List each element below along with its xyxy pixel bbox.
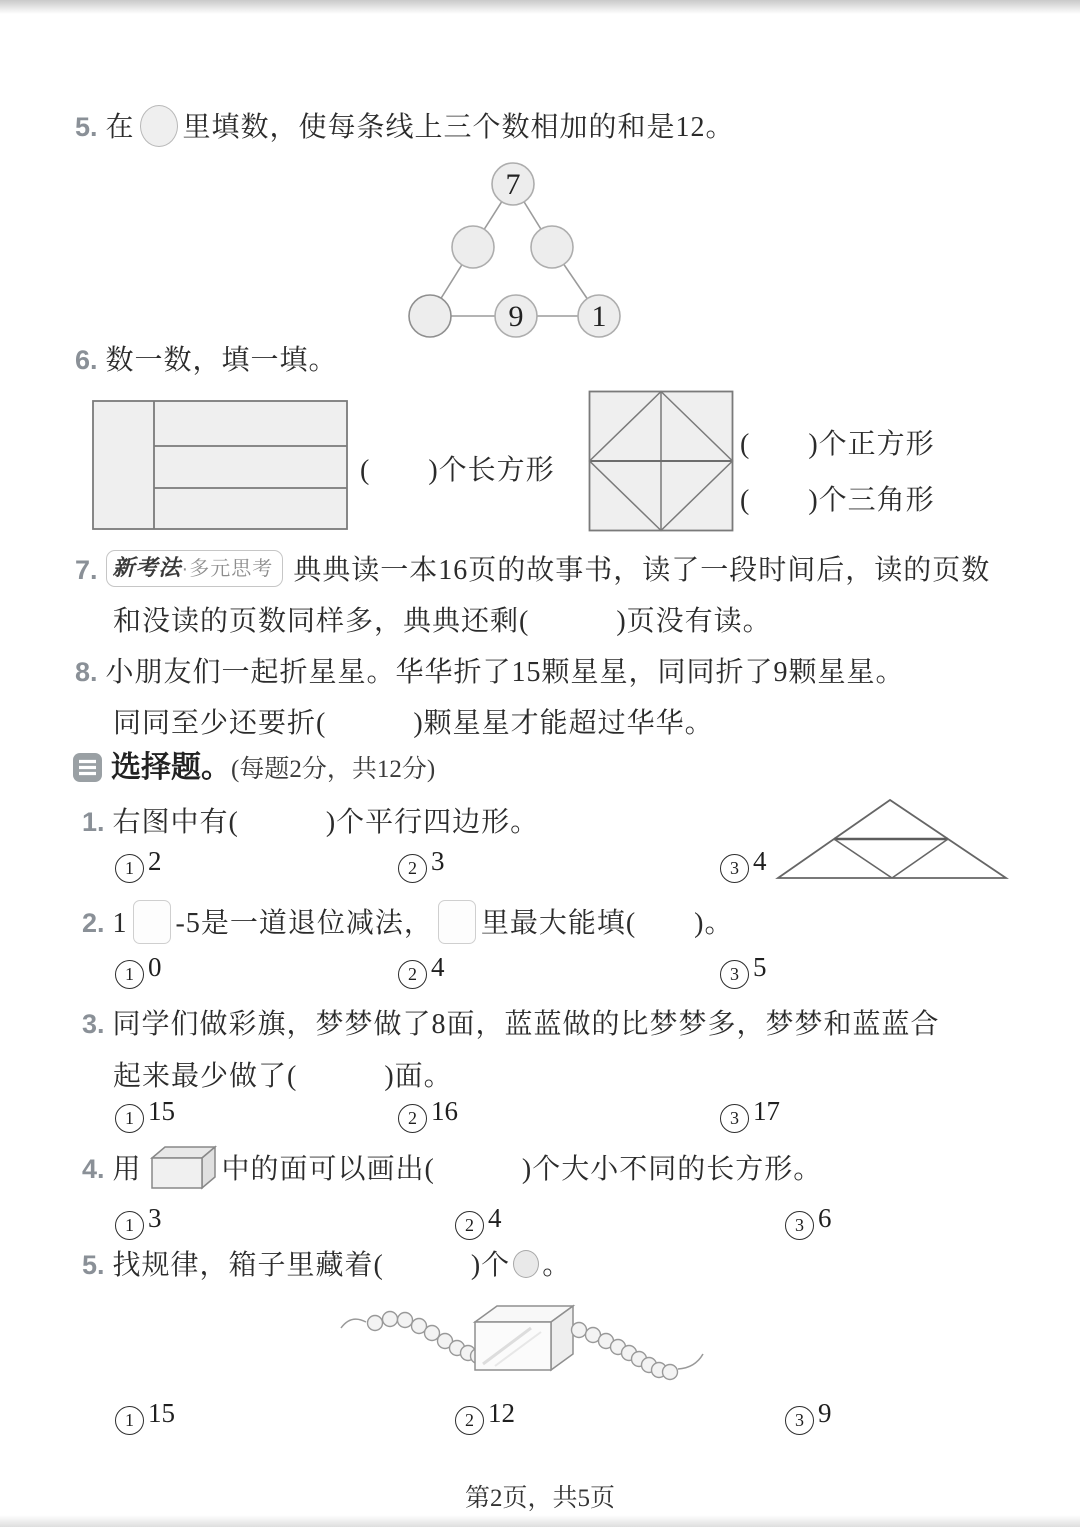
blank-square [133,900,171,944]
option-value: 3 [148,1203,162,1233]
choice-2-option-1 [115,952,162,989]
option-value: 5 [753,952,767,982]
question-6 [75,338,338,383]
choice-1-number: 1. [82,807,105,837]
square-count-label: ( )个正方形 [740,429,935,460]
question-8 [75,650,905,695]
choice-4 [82,1142,822,1192]
choice-4-option-3 [785,1203,832,1240]
scan-edge-top [0,0,1080,14]
circled-number: 1 [115,960,144,989]
question-5 [75,105,735,150]
q5-triangle-number-figure [388,156,668,361]
page-footer: 第2页，共5页 [464,1485,615,1512]
section-points: (每题2分，共12分) [231,756,436,783]
new-method-badge [106,550,284,587]
blank-square [438,900,476,944]
q6-rectangle-figure [92,400,348,530]
option-value: 4 [753,846,767,876]
question-8-line2: 同同至少还要折( )颗星星才能超过华华。 [113,708,714,739]
choice-2-post: 里最大能填( )。 [480,908,734,939]
question-7-line1: 典典读一本16页的故事书，读了一段时间后，读的页数 [293,555,991,586]
option-value: 17 [753,1096,780,1126]
circled-number: 2 [455,1211,484,1240]
circled-number: 2 [455,1406,484,1435]
option-value: 4 [488,1203,502,1233]
section-title: 选择题。 [111,751,231,784]
choice-3-option-2 [398,1096,458,1133]
question-8-number: 8. [75,657,98,687]
circled-number: 1 [115,1104,144,1133]
choice-3-number: 3. [82,1009,105,1039]
bead-icon [513,1250,539,1278]
option-value: 3 [431,846,445,876]
circle-value-bottom-mid: 9 [508,300,524,333]
choice-1-option-3 [720,846,767,883]
choice-1-text: 右图中有( )个平行四边形。 [112,807,540,838]
choice-5-option-2 [455,1398,515,1435]
choice-4-option-2 [455,1203,502,1240]
choice-3-option-1 [115,1096,175,1133]
choice-5 [82,1243,571,1288]
choice-2-option-2 [398,952,445,989]
choice-1-option-2 [398,846,445,883]
circled-number: 3 [785,1406,814,1435]
badge-sub-text: ·多元思考 [181,558,274,580]
circled-number: 1 [115,854,144,883]
circled-number: 3 [720,854,749,883]
question-6-text: 数一数，填一填。 [105,345,338,376]
question-8-line1: 小朋友们一起折星星。华华折了15颗星星，同同折了9颗星星。 [105,657,905,688]
list-icon [72,752,103,783]
option-value: 12 [488,1398,515,1428]
choice-5-number: 5. [82,1250,105,1280]
choice-4-option-1 [115,1203,162,1240]
choice-3 [82,1002,940,1047]
choice-1 [82,800,539,845]
circle-value-bottom-right: 1 [591,300,607,333]
choice-4-number: 4. [82,1154,105,1184]
scan-edge-bottom [0,1515,1080,1527]
circled-number: 1 [115,1211,144,1240]
circled-number: 3 [785,1211,814,1240]
option-value: 2 [148,846,162,876]
choice-1-option-1 [115,846,162,883]
option-value: 15 [148,1398,175,1428]
choice-5-option-1 [115,1398,175,1435]
c1-triangle-figure [772,794,1012,886]
question-5-number: 5. [75,112,98,142]
question-7 [75,548,990,593]
q6-square-figure [588,390,734,532]
badge-main-text: 新考法 [112,555,182,580]
choice-2-option-3 [720,952,767,989]
choice-4-pre: 用 [112,1154,142,1185]
option-value: 4 [431,952,445,982]
circled-number: 2 [398,1104,427,1133]
choice-2-mid: -5是一道退位减法， [175,908,433,939]
question-5-text-pre: 在 [105,112,135,143]
choice-4-post: 中的面可以画出( )个大小不同的长方形。 [221,1154,823,1185]
blank-circle [140,105,178,147]
question-6-number: 6. [75,345,98,375]
option-value: 16 [431,1096,458,1126]
triangle-count-label: ( )个三角形 [740,485,935,516]
option-value: 15 [148,1096,175,1126]
choice-2 [82,900,734,946]
circled-number: 2 [398,960,427,989]
choice-5-option-3 [785,1398,832,1435]
circled-number: 3 [720,960,749,989]
circled-number: 2 [398,854,427,883]
option-value: 9 [818,1398,832,1428]
choice-section-header [72,746,435,792]
cuboid-icon [146,1142,218,1190]
choice-5-pre: 找规律，箱子里藏着( )个 [112,1250,511,1281]
option-value: 0 [148,952,162,982]
circle-value-top: 7 [505,168,521,201]
question-7-line2: 和没读的页数同样多，典典还剩( )页没有读。 [113,606,772,637]
choice-2-number: 2. [82,908,105,938]
choice-3-option-3 [720,1096,780,1133]
question-7-number: 7. [75,555,98,585]
option-value: 6 [818,1203,832,1233]
choice-2-pre: 1 [112,908,128,939]
c5-beads-box-figure [335,1292,755,1402]
circled-number: 1 [115,1406,144,1435]
rect-count-label: ( )个长方形 [360,455,555,486]
question-5-text-post: 里填数，使每条线上三个数相加的和是12。 [182,112,735,143]
choice-3-line1: 同学们做彩旗，梦梦做了8面，蓝蓝做的比梦梦多，梦梦和蓝蓝合 [112,1009,940,1040]
circled-number: 3 [720,1104,749,1133]
choice-5-post: 。 [542,1250,572,1281]
choice-3-line2: 起来最少做了( )面。 [113,1061,453,1092]
